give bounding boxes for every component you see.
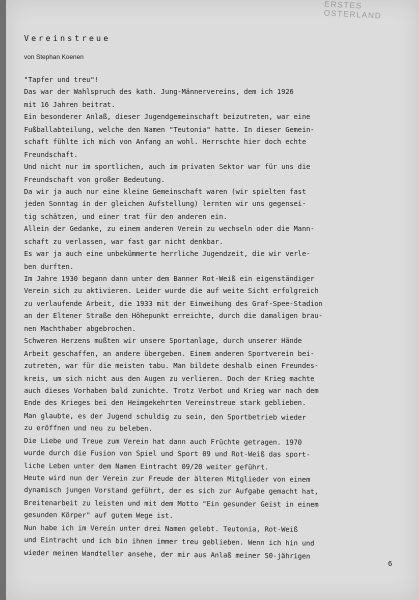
text-line: schaft fühlte ich mich von Anfang an wohl. Herrschte hier doch echte	[24, 138, 307, 147]
text-line: nen Machthaber abgebrochen.	[24, 324, 137, 333]
text-line: Ende des Krieges bei den Heimgekehrten Vereinstreue stark geblieben.	[24, 399, 307, 408]
text-line: wieder meinen Wandteller ansehe, der mir aus Anlaß meiner 50-jährigen	[23, 548, 311, 561]
text-line: Man glaubte, es der Jugend schuldig zu sein, den Sportbetrieb wieder	[23, 411, 307, 422]
text-line: Die Liebe und Treue zum Verein hat dann auch Früchte getragen. 1970	[23, 436, 302, 447]
body-text	[24, 74, 402, 559]
text-line: zutreten, war für die meisten tabu. Man bildete deshalb einen Freundes-	[24, 362, 319, 371]
text-line: ben durften.	[24, 262, 74, 271]
text-line: Das war der Wahlspruch des kath. Jung-Männervereins, dem ich 1926	[24, 88, 294, 97]
text-line: Fußballabteilung, welche den Namen "Teutonia" hatte. In dieser Gemein-	[24, 125, 315, 134]
author-line: von Stephan Koenen	[24, 54, 84, 61]
text-line: dynamisch jungen Vorstand geführt, der es sich zur Aufgabe gemacht hat,	[23, 486, 319, 497]
text-line: wurde durch die Fusion von Spiel und Sport 09 und Rot-Weiß das sport-	[23, 449, 311, 459]
text-line: liche Leben unter dem Namen Eintracht 09/20 weiter geführt.	[23, 461, 269, 472]
text-line: Schweren Herzens mußten wir unsere Sportanlage, durch unserer Hände	[24, 337, 302, 346]
page-title: Vereinstreue	[24, 34, 111, 43]
text-line: Im Jahre 1930 begann dann unter dem Banner Rot-Weiß ein eigenständiger	[24, 275, 315, 283]
text-line: jeden Sonntag in der gleichen Aufstellung) lernten wir uns gegensei-	[24, 200, 307, 209]
text-line: Da wir ja auch nur eine kleine Gemeinschaft waren (wir spielten fast	[24, 187, 307, 196]
text-line: Es war ja auch eine unbekümmerte herrliche Jugendzeit, die wir verle-	[24, 250, 311, 259]
text-line: auch dieses Vorhaben bald zunichte. Trotz Verbot und Krieg war nach dem	[24, 386, 319, 395]
text-line: schaft zu verlassen, war fast gar nicht denkbar.	[24, 237, 224, 246]
text-line: "Tapfer und treu"!	[24, 76, 99, 84]
text-line: und Eintracht und ich bin ihnen immer treu geblieben. Wenn ich hin und	[23, 536, 315, 548]
text-line: Freundschaft von großer Bedeutung.	[24, 175, 166, 184]
text-line: Arbeit geschaffen, an andere übergeben. Einem anderen Sportverein bei-	[24, 349, 315, 358]
page-number: 6	[388, 560, 393, 568]
text-line: Freundschaft.	[24, 150, 78, 159]
text-line: Verein sich zu aktivieren. Leider wurde die auf weite Sicht erfolgreich	[24, 287, 319, 296]
text-line: Nun habe ich im Verein unter drei Namen gelebt. Teutonia, Rot-Weiß	[23, 523, 298, 534]
text-line: zu eröffnen und neu zu beleben.	[23, 424, 153, 434]
text-line: zu verlaufende Arbeit, die 1933 mit der Einweihung des Graf-Spee-Stadion	[24, 299, 323, 308]
text-line: Heute wird nun der Verein zur Freude der älteren Mitglieder von einem	[23, 474, 311, 484]
text-line: Allein der Gedanke, zu einem anderen Verein zu wechseln oder die Mann-	[24, 225, 315, 234]
text-line: an der Eltener Straße den Höhepunkt erreichte, durch die damaligen brau-	[24, 312, 323, 321]
text-line: Und nicht nur im sportlichen, auch im privaten Sektor war für uns die	[24, 163, 311, 172]
text-line: tig schätzen, und einer trat für den anderen ein.	[24, 212, 228, 221]
text-line: gesunden Körper" auf gutem Wege ist.	[23, 511, 174, 521]
text-line: Ein besonderer Anlaß, dieser Jugendgemeinschaft beizutreten, war eine	[24, 113, 311, 122]
text-line: Breitenarbeit zu leisten und mit dem Motto "Ein gesunder Geist in einem	[23, 498, 319, 509]
text-line: kreis, um sich nicht aus den Augen zu verlieren. Doch der Krieg machte	[24, 374, 315, 383]
document-page	[6, 0, 419, 600]
bleed-through-text: ERSTES OSTERLAND	[323, 0, 382, 21]
text-line: mit 16 Jahren beitrat.	[24, 100, 116, 109]
